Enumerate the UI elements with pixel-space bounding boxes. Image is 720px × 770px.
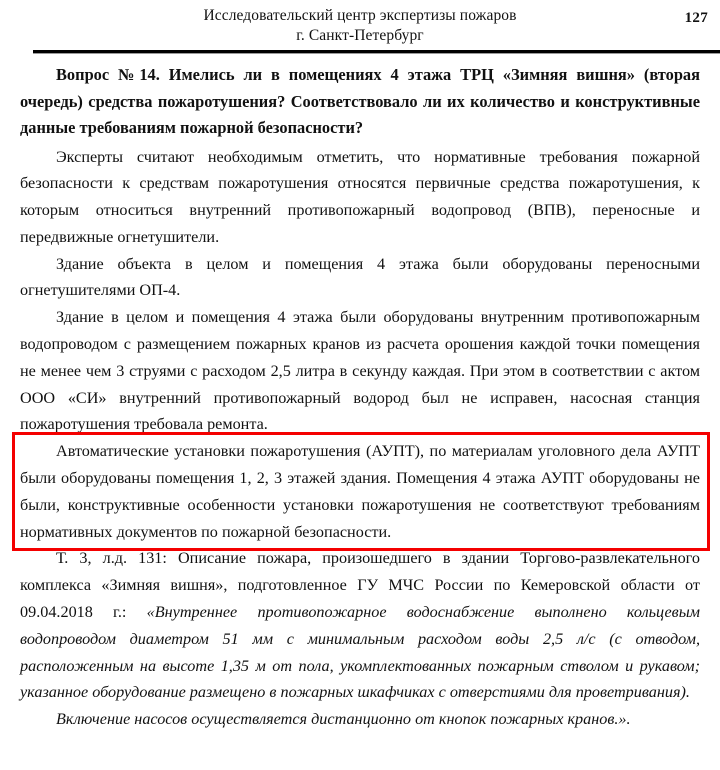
paragraph-experts-note: Эксперты считают необходимым отметить, что нормативные требования пожарной безопасности к средствам пожаротушения относятся первичные средства пожаротушения, к которым относиться внутренний противопожарный водопровод (ВПВ), переносные и передвижные огнетушители. bbox=[20, 147, 700, 246]
page-number: 127 bbox=[684, 10, 708, 26]
header-city: г. Санкт-Петербург bbox=[296, 27, 424, 44]
paragraph-citation bbox=[20, 545, 700, 706]
running-header bbox=[0, 6, 720, 50]
header-center-block bbox=[0, 6, 720, 46]
paragraph-extinguishers: Здание объекта в целом и помещения 4 этажа были оборудованы переносными огнетушителями ОП-4. bbox=[20, 254, 700, 300]
question-heading: Вопрос №14. Имелись ли в помещениях 4 этажа ТРЦ «Зимняя вишня» (вторая очередь) средства пожаротушения? Соответствовало ли их количество и конструктивные данные требованиям пожарной безопасности? bbox=[20, 65, 700, 137]
paragraph-pump-activation: Включение насосов осуществляется дистанционно от кнопок пожарных кранов.». bbox=[56, 710, 631, 729]
citation-lead-text: Т. 3, л.д. 131: Описание пожара, произошедшего в здании Торгово-развлекательного комплекса «Зимняя вишня», подготовленное ГУ МЧС России по Кемеровской области от 09.04.2018 г.: bbox=[20, 549, 700, 622]
document-body bbox=[20, 62, 700, 733]
paragraph-water-supply: Здание в целом и помещения 4 этажа были оборудованы внутренним противопожарным водопроводом с размещением пожарных кранов из расчета орошения каждой точки помещения не менее чем 3 струями с расходом 2,5 литра в секунду каждая. При этом в соответствии с актом ООО «СИ» внутренний противопожарный водород был не исправен, насосная станция пожаротушения требовала ремонта. bbox=[20, 308, 700, 434]
header-rule-shadow bbox=[33, 53, 720, 54]
highlighted-region bbox=[20, 438, 700, 545]
paragraph-aupt-highlighted: Автоматические установки пожаротушения (АУПТ), по материалам уголовного дела АУПТ были оборудованы помещения 1, 2, 3 этажей здания. Помещения 4 этажа АУПТ оборудованы не были, конструктивные особенности установки пожаротушения не соответствуют требованиям нормативных документов по пожарной безопасности. bbox=[20, 442, 700, 541]
header-organization: Исследовательский центр экспертизы пожаров bbox=[203, 7, 517, 24]
citation-quote-text: «Внутреннее противопожарное водоснабжение выполнено кольцевым водопроводом диаметром 51 мм с минимальным расходом воды 2,5 л/с (с отводом, расположенным на высоте 1,35 м от пола, укомплектованных пожарным стволом и рукавом; указанное оборудование размещено в пожарных шкафчиках с отверстиями для проветривания). bbox=[20, 603, 700, 702]
